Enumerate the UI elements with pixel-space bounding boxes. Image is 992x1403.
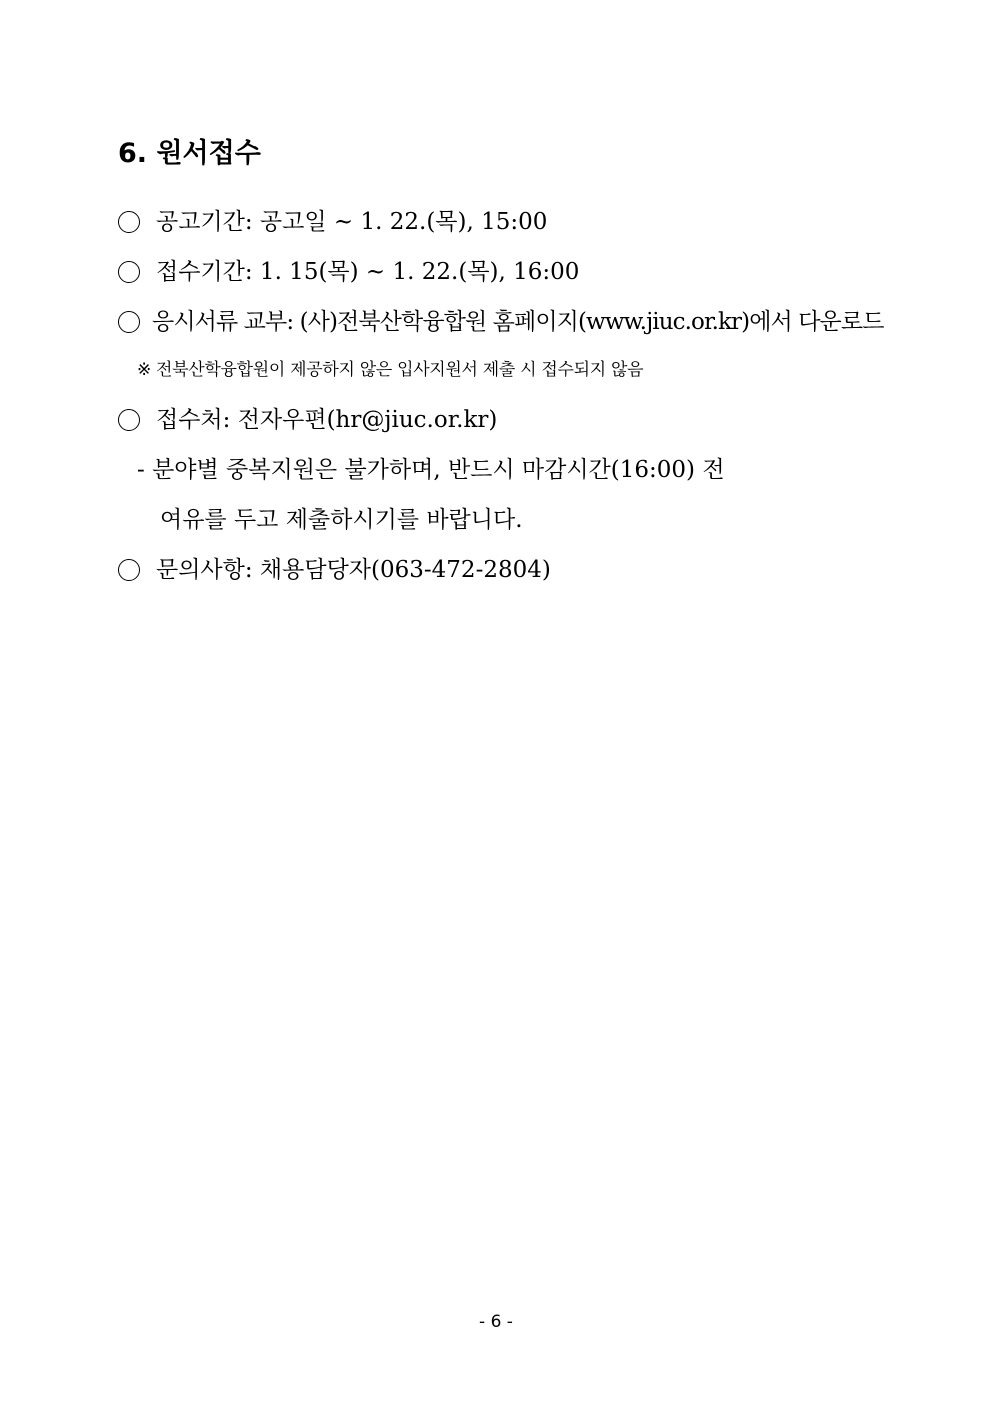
submission-email-item: 접수처: 전자우편(hr@jiuc.or.kr) <box>156 407 498 433</box>
circle-bullet-icon <box>118 559 140 581</box>
notice-remark: ※ 전북산학융합원이 제공하지 않은 입사지원서 제출 시 접수되지 않음 <box>137 360 644 380</box>
section-title: 6. 원서접수 <box>118 138 261 169</box>
circle-bullet-icon <box>118 409 140 431</box>
circle-bullet-icon <box>118 211 140 233</box>
inquiry-contact-item: 문의사항: 채용담당자(063-472-2804) <box>156 557 551 583</box>
application-period-item: 접수기간: 1. 15(목) ~ 1. 22.(목), 16:00 <box>156 259 580 285</box>
sub-item-line-2: 여유를 두고 제출하시기를 바랍니다. <box>160 507 523 533</box>
documents-download-item: 응시서류 교부: (사)전북산학융합원 홈페이지(www.jiuc.or.kr)에서 다운로드 <box>152 309 884 335</box>
circle-bullet-icon <box>118 261 140 283</box>
circle-bullet-icon <box>118 311 140 333</box>
page-number: - 6 - <box>479 1312 513 1332</box>
announcement-period-item: 공고기간: 공고일 ~ 1. 22.(목), 15:00 <box>156 209 548 235</box>
sub-item-line-1: - 분야별 중복지원은 불가하며, 반드시 마감시간(16:00) 전 <box>137 457 725 483</box>
